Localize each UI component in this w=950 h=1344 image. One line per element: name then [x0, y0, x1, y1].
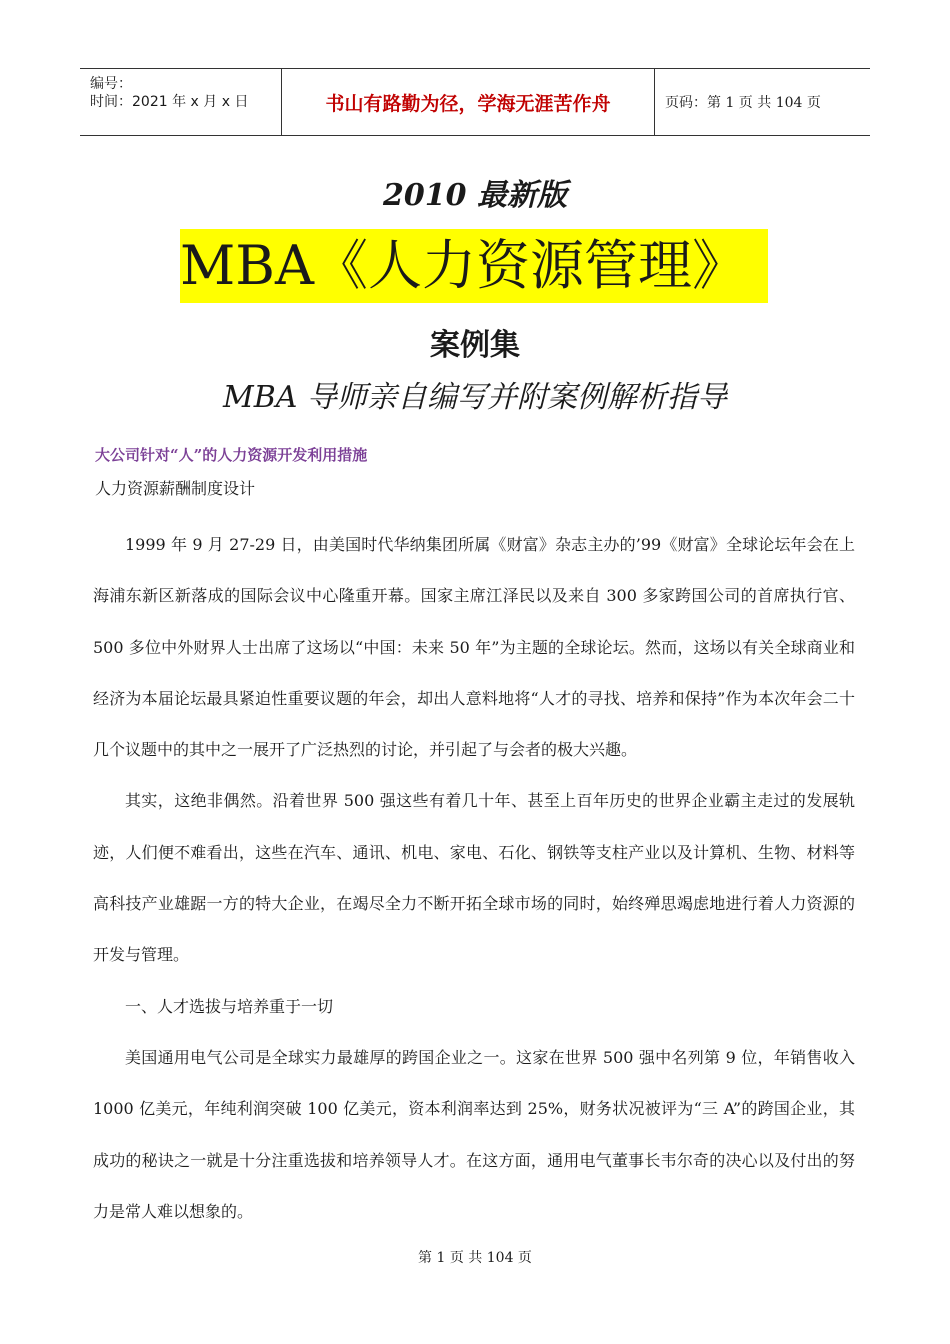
- header-motto: 书山有路勤为径，学海无涯苦作舟: [282, 69, 655, 135]
- author-line: MBA 导师亲自编写并附案例解析指导: [223, 380, 727, 415]
- paragraph: 其实，这绝非偶然。沿着世界 500 强这些有着几十年、甚至上百年历史的世界企业霸主走过的发展轨迹，人们便不难看出，这些在汽车、通讯、机电、家电、石化、钢铁等支柱产业以及计算机、生物、材料等高科技产业雄踞一方的特大企业，在竭尽全力不断开拓全球市场的同时，始终殚思竭虑地进行着人力资源的开发与管理。: [93, 791, 855, 965]
- document-date: 时间：2021 年 x 月 x 日: [90, 94, 249, 110]
- header-meta: [80, 69, 282, 135]
- section-title: 大公司针对“人”的人力资源开发利用措施: [95, 446, 368, 464]
- subtitle: 案例集: [430, 328, 520, 363]
- document-number-label: 编号：: [90, 76, 132, 92]
- page-footer: 第 1 页 共 104 页: [418, 1250, 532, 1266]
- edition-title: 2010 最新版: [383, 178, 567, 213]
- header-page-info: 页码：第 1 页 共 104 页: [665, 95, 821, 111]
- section-subtitle: 人力资源薪酬制度设计: [95, 479, 256, 498]
- paragraph: 美国通用电气公司是全球实力最雄厚的跨国企业之一。这家在世界 500 强中名列第 9 位，年销售收入 1000 亿美元，年纯利润突破 100 亿美元，资本利润率达到 25%，财务状况被评为“三 A”的跨国企业，其成功的秘诀之一就是十分注重选拔和培养领导人才。在这方面，通用电气董事长韦尔奇的决心以及付出的努力是常人难以想象的。: [93, 1047, 855, 1221]
- paragraph-heading: 一、人才选拔与培养重于一切: [125, 996, 334, 1016]
- main-title-wrap: [0, 229, 950, 303]
- page-header: [80, 68, 870, 136]
- body-text: [93, 519, 855, 1237]
- paragraph: 1999 年 9 月 27-29 日，由美国时代华纳集团所属《财富》杂志主办的’99《财富》全球论坛年会在上海浦东新区新落成的国际会议中心隆重开幕。国家主席江泽民以及来自 300 多家跨国公司的首席执行官、500 多位中外财界人士出席了这场以“中国：未来 50 年”为主题的全球论坛。然而，这场以有关全球商业和经济为本届论坛最具紧迫性重要议题的年会，却出人意料地将“人才的寻找、培养和保持”作为本次年会二十几个议题中的其中之一展开了广泛热烈的讨论，并引起了与会者的极大兴趣。: [93, 535, 855, 760]
- main-title: MBA《人力资源管理》: [180, 229, 768, 303]
